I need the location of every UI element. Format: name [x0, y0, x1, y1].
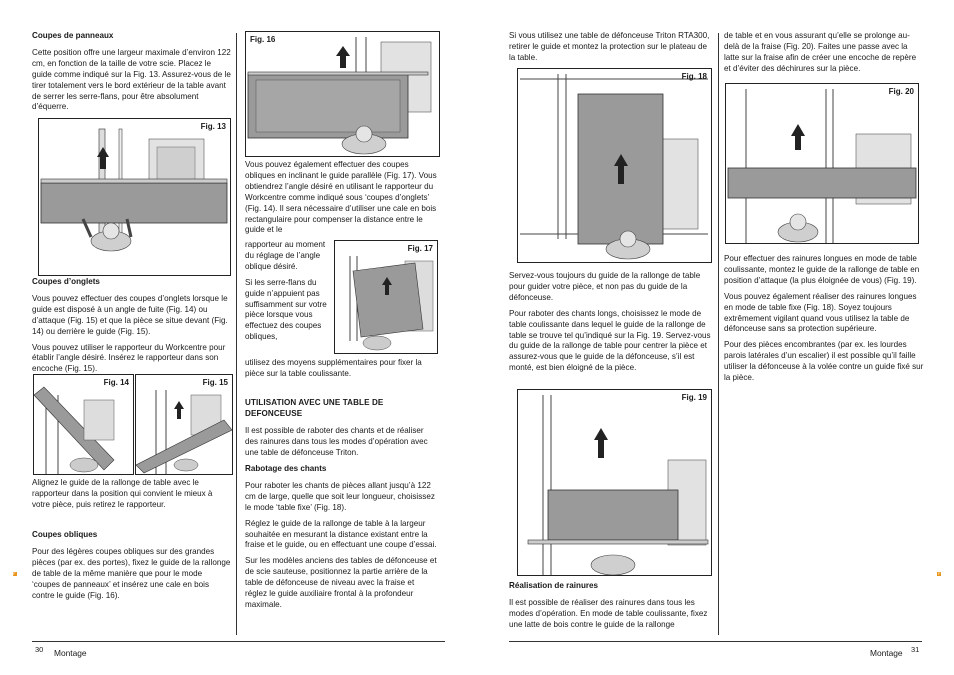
paragraph-oblique: Pour des légères coupes obliques sur des grandes pièces (par ex. des portes), fixez le guide de la rallonge de table de la même manière que pour le mode ‘coupes de panneaux’ et insérez une cale en bois contre le guide (Fig. 16).: [32, 546, 231, 600]
left-column-2c: [245, 398, 437, 464]
paragraph-long-grooves: Pour effectuer des rainures longues en mode de table coulissante, montez le guide de la rallonge de table en position d’attaque (la plus éloignée de vous) (Fig. 19).: [724, 254, 920, 285]
paragraph-support: utilisez des moyens supplémentaires pour fixer la pièce sur la table coulissante.: [245, 358, 422, 378]
page-number-right: 31: [911, 645, 920, 654]
figure-label: Fig. 16: [250, 35, 276, 44]
figure-label: Fig. 13: [200, 122, 226, 131]
left-column-2b: [245, 358, 437, 385]
figure-label: Fig. 17: [407, 244, 433, 253]
language-tab-left: F: [13, 571, 16, 576]
figure-18-drawing: [518, 69, 711, 262]
paragraph-edge-3: Sur les modèles anciens des tables de défonceuse et de scie sauteuse, positionnez la partie arrière de la table de défonceuse de niveau avec la fraise et réglez le guide auxiliaire frontal à la profondeur maximale.: [245, 556, 437, 609]
left-column-1b: [32, 277, 232, 380]
wrap-text-1: [245, 240, 331, 348]
paragraph-panels: Cette position offre une largeur maximale d’environ 122 cm, en fonction de la taille de votre scie. Placez le guide comme indiqué sur la Fig. 13. Assurez-vous de le tirer totalement vers le bord extérieur de la table avant de serrer les serre-flans, pour être absolument d’équerre.: [32, 47, 231, 112]
figure-15-drawing: [136, 375, 232, 474]
left-column-1: [32, 31, 232, 118]
figure-14-drawing: [34, 375, 133, 474]
heading-panels: Coupes de panneaux: [32, 31, 114, 40]
figure-14: [33, 374, 134, 475]
right-column-3c: [509, 581, 711, 636]
figure-20-drawing: [726, 84, 918, 243]
paragraph-wrap-2: Si les serre-flans du guide n’appuient pas suffisamment sur votre pièce lorsque vous effectuez des coupes obliques,: [245, 277, 327, 342]
figure-13: [38, 118, 231, 276]
paragraph-large-pieces: Pour des pièces encombrantes (par ex. les lourdes parois latérales d’un escalier) il est possible qu’il faille utiliser la défonceuse à la volée contre un guide fixé sur la pièce.: [724, 340, 924, 383]
figure-19-drawing: [518, 390, 711, 575]
figure-18: [517, 68, 712, 263]
footer-rule-left: [32, 641, 445, 642]
figure-label: Fig. 15: [202, 378, 228, 387]
figure-13-drawing: [39, 119, 230, 275]
figure-16: [245, 31, 440, 157]
heading-grooves: Réalisation de rainures: [509, 581, 599, 590]
paragraph-triton: Si vous utilisez une table de défonceuse Triton RTA300, retirer le guide et montez la protection sur le plateau de la table.: [509, 31, 710, 62]
footer-label-right: Montage: [870, 648, 903, 658]
paragraph-edge-2: Réglez le guide de la rallonge de table à la largeur souhaitée en mesurant la distance existant entre la fraise et le guide, ou en effectuant une coupe d’essai.: [245, 518, 437, 550]
paragraph-grooves: Il est possible de réaliser des rainures dans tous les modes d’opération. En mode de table coulissante, fixez une latte de bois contre le guide de la rallonge: [509, 597, 708, 629]
figure-label: Fig. 20: [888, 87, 914, 96]
right-column-4: [724, 31, 924, 80]
right-column-3b: [509, 271, 711, 379]
footer-label-left: Montage: [54, 648, 87, 658]
paragraph-mitre-1: Vous pouvez effectuer des coupes d’onglets lorsque le guide est disposé à un angle de fuite (Fig. 14) ou d’attaque (Fig. 15) et que la pièce se situe devant (Fig. 14) ou derrière le guide (Fig. 15).: [32, 293, 228, 336]
column-divider: [718, 33, 719, 635]
heading-mitre: Coupes d’onglets: [32, 277, 100, 286]
heading-router-table: UTILISATION AVEC UNE TABLE DE DEFONCEUSE: [245, 398, 384, 418]
paragraph-oblique-2: Vous pouvez également effectuer des coupes obliques en inclinant le guide parallèle (Fig. 17). Vous obtiendrez l’angle désiré en utilisant le rapporteur du Workcentre comme indiqué sous ‘coupes d’onglets’ (Fig. 14). Il sera nécessaire d’utiliser une cale en bois rectangulaire pour compenser la distance entre le guide et le: [245, 160, 437, 235]
paragraph-wrap-1: rapporteur au moment du réglage de l’angle oblique désiré.: [245, 240, 326, 271]
figure-label: Fig. 18: [681, 72, 707, 81]
figure-17-drawing: [335, 241, 437, 353]
right-column-4b: [724, 254, 924, 389]
column-divider: [236, 33, 237, 635]
figure-16-drawing: [246, 32, 439, 156]
page-number-left: 30: [35, 645, 44, 654]
figure-17: [334, 240, 438, 354]
paragraph-fixed-table: Vous pouvez également réaliser des rainures longues en mode de table fixe (Fig. 18). Soyez toujours extrêmement vigilant quand vous utilisez la table de défonceuse sans sa protection supérieure.: [724, 291, 917, 334]
figure-20: [725, 83, 919, 244]
left-column-1d: [32, 530, 232, 606]
figure-label: Fig. 14: [103, 378, 129, 387]
paragraph-continued: de table et en vous assurant qu’elle se prolonge au-delà de la fraise (Fig. 20). Faites une passe avec la latte sur la fraise afin de créer une encoche de repère et d’éviter des déchirures sur la pièce.: [724, 31, 917, 73]
paragraph-mitre-2: Vous pouvez utiliser le rapporteur du Workcentre pour établir l’angle désiré. Insérez le rapporteur dans son encoche (Fig. 15).: [32, 342, 226, 374]
paragraph-guide: Servez-vous toujours du guide de la rallonge de table pour guider votre pièce, et non pas du guide de la défonceuse.: [509, 271, 701, 302]
paragraph-long-edges: Pour raboter des chants longs, choisissez le mode de table coulissante dans lequel le guide de la rallonge de table se trouve tel qu’indiqué sur la Fig. 19. Servez-vous du guide de la rallonge de table pour centrer la pièce et assurez-vous que le guide de la défonceuse, s’il est monté, est bien éloigné de la pièce.: [509, 308, 711, 373]
paragraph-align: Alignez le guide de la rallonge de table avec le rapporteur dans la position qui convient le mieux à votre pièce, puis retirez le rapporteur.: [32, 478, 213, 509]
footer-rule-right: [509, 641, 922, 642]
heading-edge: Rabotage des chants: [245, 464, 327, 473]
heading-oblique: Coupes obliques: [32, 530, 98, 539]
figure-19: [517, 389, 712, 576]
right-column-3: [509, 31, 711, 69]
left-column-2: [245, 160, 437, 236]
left-column-2d: [245, 464, 437, 616]
language-tab-right: F: [938, 571, 941, 576]
left-column-1c: [32, 478, 232, 516]
paragraph-edge-1: Pour raboter les chants de pièces allant jusqu’à 122 cm de large, quelle que soit leur longueur, choisissez le mode ‘table fixe’ (Fig. 18).: [245, 480, 435, 512]
figure-label: Fig. 19: [681, 393, 707, 402]
paragraph-router: Il est possible de raboter des chants et de réaliser des rainures dans tous les modes d’opération avec une table de défonceuse Triton.: [245, 425, 428, 457]
figure-15: [135, 374, 233, 475]
